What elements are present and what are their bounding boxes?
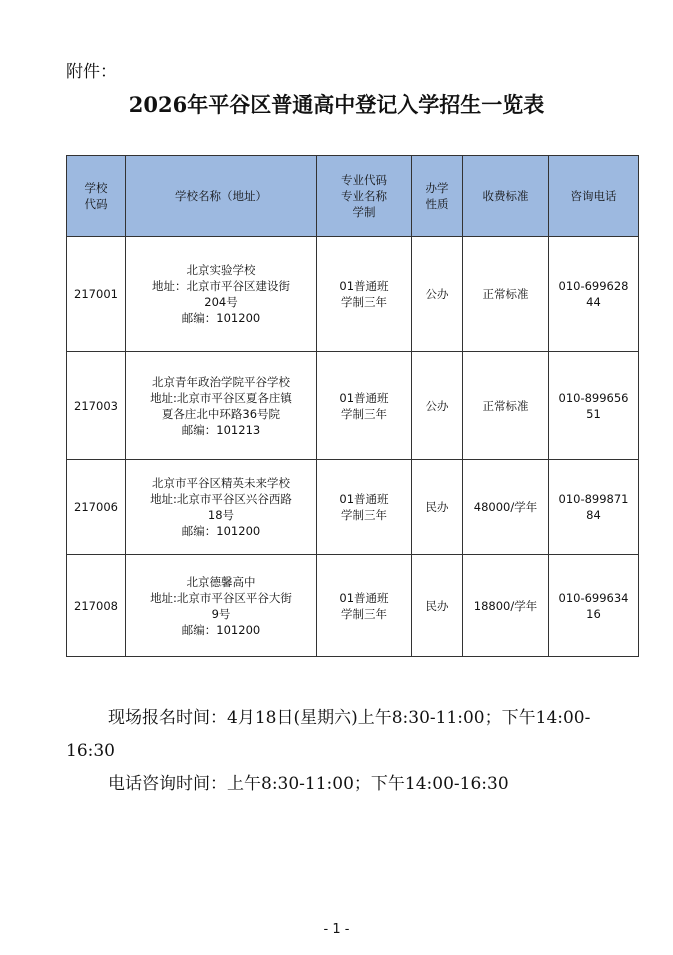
major-cell: 01普通班 学制三年 [317,237,412,352]
phone-cell: 010-899871 84 [549,460,639,555]
header-phone: 咨询电话 [549,156,639,237]
nature-cell: 民办 [412,460,463,555]
school-code-cell: 217003 [67,352,126,460]
nature-cell: 公办 [412,237,463,352]
nature-cell: 公办 [412,352,463,460]
school-name-cell: 北京青年政治学院平谷学校 地址:北京市平谷区夏各庄镇 夏各庄北中环路36号院 邮编：101213 [126,352,317,460]
fee-cell: 18800/学年 [463,555,549,657]
phone-cell: 010-699634 16 [549,555,639,657]
fee-cell: 正常标准 [463,237,549,352]
header-major: 专业代码 专业名称 学制 [317,156,412,237]
school-name-cell: 北京市平谷区精英未来学校 地址:北京市平谷区兴谷西路 18号 邮编：101200 [126,460,317,555]
school-code-cell: 217001 [67,237,126,352]
page-title: 2026年平谷区普通高中登记入学招生一览表 [128,92,545,117]
phone-cell: 010-899656 51 [549,352,639,460]
table-row [67,460,639,555]
school-code-cell: 217008 [67,555,126,657]
fee-cell: 正常标准 [463,352,549,460]
header-school-code: 学校 代码 [67,156,126,237]
table-header-row [67,156,639,237]
school-name-cell: 北京德馨高中 地址:北京市平谷区平谷大街 9号 邮编：101200 [126,555,317,657]
notes-section [66,702,638,801]
fee-cell: 48000/学年 [463,460,549,555]
header-school-nature: 办学 性质 [412,156,463,237]
major-cell: 01普通班 学制三年 [317,555,412,657]
table-row [67,237,639,352]
enrollment-table [66,155,639,657]
page-number: - 1 - [323,922,350,937]
school-code-cell: 217006 [67,460,126,555]
header-fee: 收费标准 [463,156,549,237]
school-name-cell: 北京实验学校 地址：北京市平谷区建设街 204号 邮编：101200 [126,237,317,352]
header-school-name: 学校名称（地址） [126,156,317,237]
registration-time-note: 现场报名时间：4月18日(星期六)上午8:30-11:00；下午14:00-16:30 [66,708,591,761]
major-cell: 01普通班 学制三年 [317,460,412,555]
nature-cell: 民办 [412,555,463,657]
phone-cell: 010-699628 44 [549,237,639,352]
major-cell: 01普通班 学制三年 [317,352,412,460]
attachment-label: 附件： [66,62,117,82]
phone-consult-time-note: 电话咨询时间：上午8:30-11:00；下午14:00-16:30 [108,774,509,794]
table-row [67,352,639,460]
table-row [67,555,639,657]
